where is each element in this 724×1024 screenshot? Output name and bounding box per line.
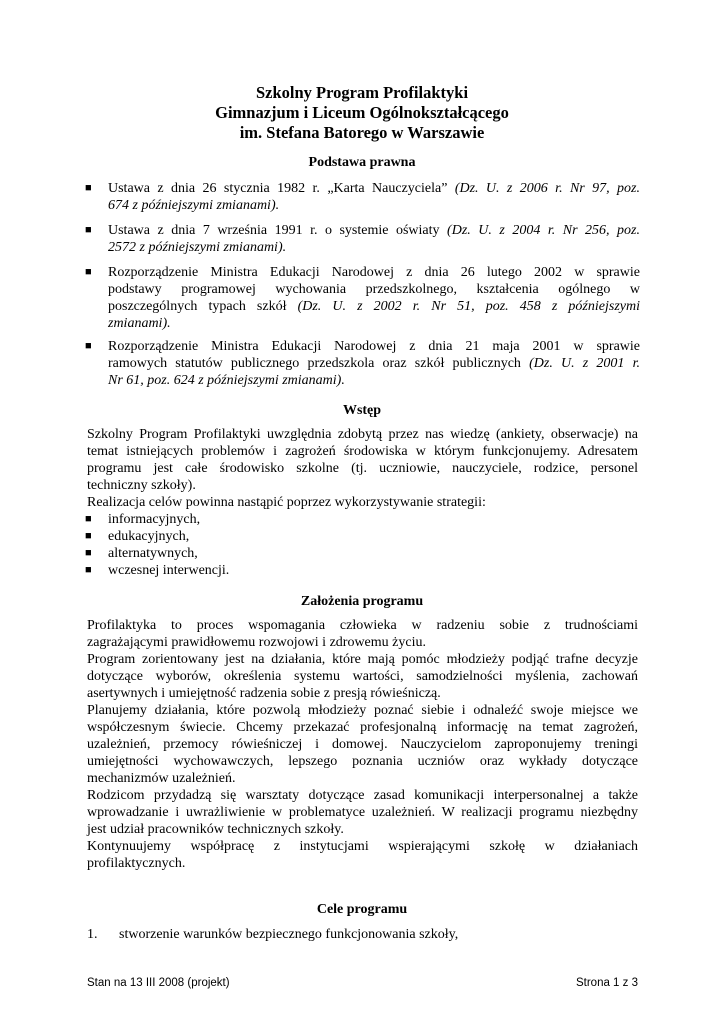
goal-number: 1. [87,927,98,942]
goal-text: stworzenie warunków bezpiecznego funkcjonowania szkoły, [119,927,459,942]
bullet-icon: ■ [85,564,92,576]
intro-paragraph: Szkolny Program Profilaktyki uwzględnia zdobytą przez nas wiedzę (ankiety, obserwacje) na temat istniejących problemów i zagrożeń środowiska w którym funkcjonujemy. Adresatem programu jest całe środowisko szkolne (tj. uczniowie, nauczyciele, rodzice, personel techniczny szkoły). Realizacja celów powinna nastąpić poprzez wykorzystywanie strategii: [87,427,638,510]
strategy-item-1: ■ informacyjnych, [85,512,201,527]
legal-item-4: ■ Rozporządzenie Ministra Edukacji Narodowej z dnia 21 maja 2001 w sprawie ramowych statutów publicznego przedszkola oraz szkół publicznych (Dz. U. z 2001 r. Nr 61, poz. 624 z późniejszymi zmianami). [85,339,640,388]
strategy-item-2: ■ edukacyjnych, [85,529,190,544]
document-title [0,83,724,143]
footer-status: Stan na 13 III 2008 (projekt) [87,977,230,989]
bullet-icon: ■ [85,182,92,194]
bullet-icon: ■ [85,547,92,559]
bullet-icon: ■ [85,224,92,236]
strategy-item-3: ■ alternatywnych, [85,546,198,561]
bullet-icon: ■ [85,340,92,352]
legal-item-3: ■ Rozporządzenie Ministra Edukacji Narodowej z dnia 26 lutego 2002 w sprawie podstawy programowej wychowania przedszkolnego, kształcenia ogólnego w poszczególnych typach szkół (Dz. U. z 2002 r. Nr 51, poz. 458 z późniejszymi zmianami). [85,265,640,331]
title-line-2: Gimnazjum i Liceum Ogólnokształcącego [215,103,509,122]
footer-page-number: Strona 1 z 3 [575,977,638,989]
bullet-icon: ■ [85,513,92,525]
bullet-icon: ■ [85,266,92,278]
heading-assumptions: Założenia programu [300,594,424,609]
assumptions-text: Profilaktyka to proces wspomagania człowieka w radzeniu sobie z trudnościami zagrażającymi prawidłowemu rozwojowi i zdrowemu życiu. Program zorientowany jest na działania, które mają pomóc młodzieży podjąć trafne decyzje dotyczące wyborów, określenia systemu wartości, samodzielności myślenia, zachowań asertywnych i umiejętność radzenia sobie z presją rówieśniczą. Planujemy działania, które pozwolą młodzieży poznać siebie i odnaleźć swoje miejsce we współczesnym świecie. Chcemy przekazać profesjonalną informację na temat zagrożeń, uzależnień, przemocy rówieśniczej i domowej. Nauczycielom zaproponujemy treningi umiejętności wychowawczych, lepszego poznania uczniów oraz wykłady dotyczące mechanizmów uzależnień. Rodzicom przydadzą się warsztaty dotyczące zasad komunikacji interpersonalnej a także wprowadzanie i uwrażliwienie w problematyce uzależnień. W realizacji programu niezbędny jest udział pracowników technicznych szkoły. Kontynuujemy współpracę z instytucjami wspierającymi szkołę w działaniach profilaktycznych. [87,618,638,871]
strategy-item-4: ■ wczesnej interwencji. [85,563,230,578]
legal-item-2: ■ Ustawa z dnia 7 września 1991 r. o systemie oświaty (Dz. U. z 2004 r. Nr 256, poz. 2572 z późniejszymi zmianami). [85,223,640,255]
title-line-1: Szkolny Program Profilaktyki [255,83,469,102]
title-line-3: im. Stefana Batorego w Warszawie [239,123,485,142]
heading-legal-basis: Podstawa prawna [308,155,416,170]
legal-item-1: ■ Ustawa z dnia 26 stycznia 1982 r. „Karta Nauczyciela” (Dz. U. z 2006 r. Nr 97, poz. 674 z późniejszymi zmianami). [85,181,640,213]
heading-goals: Cele programu [316,902,408,917]
bullet-icon: ■ [85,530,92,542]
heading-intro: Wstęp [342,403,382,418]
